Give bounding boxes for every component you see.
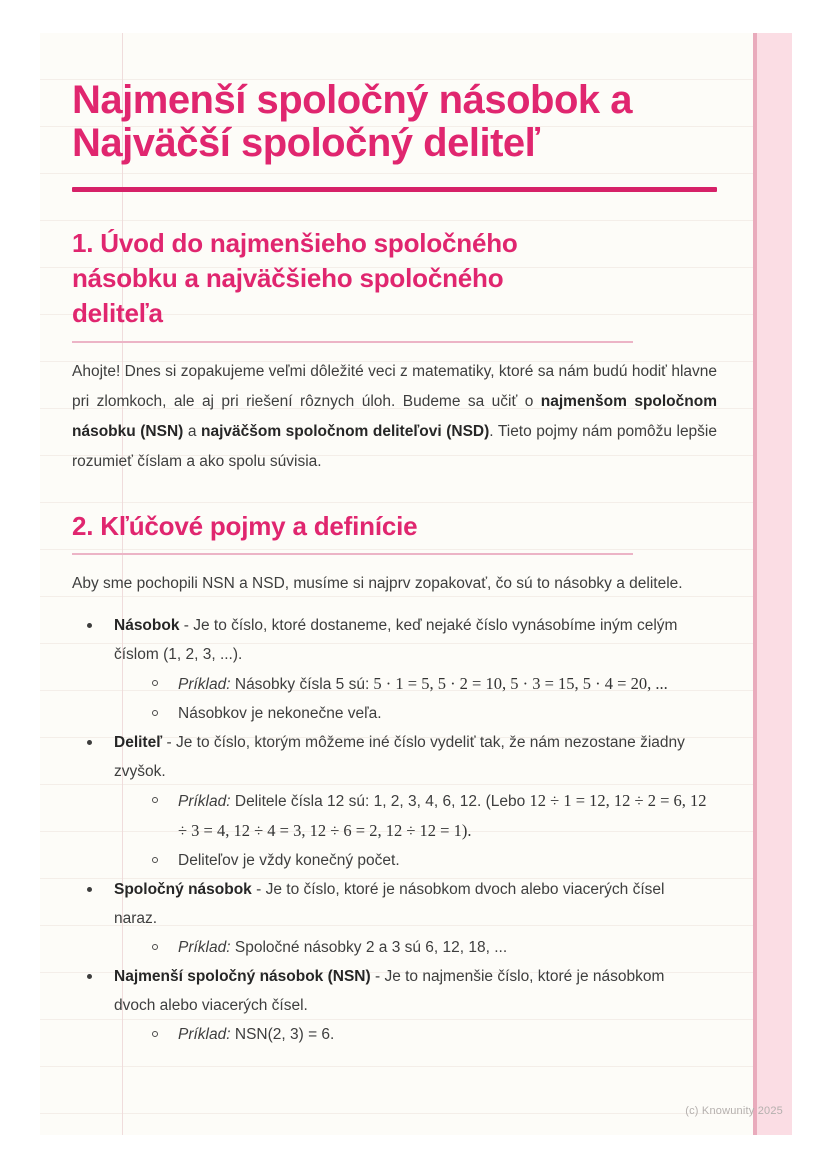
sub-item-text: Deliteľov je vždy konečný počet. xyxy=(178,852,400,869)
term-label: Deliteľ xyxy=(114,734,163,751)
section-2-heading: 2. Kľúčové pojmy a definície xyxy=(72,511,418,541)
circle-bullet-icon xyxy=(152,1031,158,1037)
sub-list-item xyxy=(178,1020,717,1049)
sub-list-item xyxy=(178,786,717,846)
section-2-divider xyxy=(72,553,633,555)
sub-list-item xyxy=(178,933,717,962)
list-item-nsn xyxy=(114,962,717,1049)
section-1-heading-line-3: deliteľa xyxy=(72,298,163,328)
circle-bullet-icon xyxy=(152,710,158,716)
section-1-heading-line-2: násobku a najväčšieho spoločného xyxy=(72,263,504,293)
section-1-heading-line-1: 1. Úvod do najmenšieho spoločného xyxy=(72,228,518,258)
sub-item-text xyxy=(178,669,717,699)
sub-list xyxy=(114,1020,717,1049)
document-card xyxy=(40,33,792,1135)
section-1-paragraph xyxy=(72,357,717,477)
list-item-nasobok xyxy=(114,611,717,728)
paragraph-text: . Tieto pojmy nám pomôžu lepšie rozumieť číslam a ako spolu súvisia. xyxy=(72,423,717,470)
document-content xyxy=(72,33,717,1049)
sub-list-item xyxy=(178,699,717,728)
bold-term-nsd: najväčšom spoločnom deliteľovi (NSD) xyxy=(201,423,490,440)
list-item-delitel xyxy=(114,728,717,875)
term-label: Spoločný násobok xyxy=(114,881,252,898)
bullet-icon xyxy=(87,740,92,745)
sub-item-text xyxy=(178,786,717,846)
circle-bullet-icon xyxy=(152,797,158,803)
term-label: Násobok xyxy=(114,617,180,634)
copyright-watermark: (c) Knowunity 2025 xyxy=(685,1105,783,1117)
section-2-paragraph: Aby sme pochopili NSN a NSD, musíme si najprv zopakovať, čo sú to násobky a delitele. xyxy=(72,575,683,592)
sub-list-item xyxy=(178,846,717,875)
circle-bullet-icon xyxy=(152,680,158,686)
bold-term-nsn: najmenšom spoločnom násobku (NSN) xyxy=(72,393,717,440)
paragraph-text: Ahojte! Dnes si zopakujeme veľmi dôležité veci z matematiky, ktoré sa nám budú hodiť hlavne pri zlomkoch, ale aj pri riešení rôznych úloh. Budeme sa učiť o xyxy=(72,363,717,410)
term-definition: - Je to číslo, ktorým môžeme iné číslo vydeliť tak, že nám nezostane žiadny zvyšok. xyxy=(114,734,685,780)
term-label: Najmenší spoločný násobok (NSN) xyxy=(114,968,371,985)
page-title-line-1: Najmenší spoločný násobok a xyxy=(72,78,632,122)
definitions-list xyxy=(72,611,717,1049)
right-pink-stripe xyxy=(753,33,792,1135)
example-text: Delitele čísla 12 sú: 1, 2, 3, 4, 6, 12. (Lebo xyxy=(230,793,530,810)
sub-item-text xyxy=(178,1020,717,1049)
page-title xyxy=(72,79,717,165)
example-label: Príklad: xyxy=(178,676,231,693)
sub-item-text: Násobkov je nekonečne veľa. xyxy=(178,705,382,722)
list-item-spolocny-nasobok xyxy=(114,875,717,962)
bullet-icon xyxy=(87,974,92,979)
term-definition: - Je to číslo, ktoré je násobkom dvoch alebo viacerých čísel naraz. xyxy=(114,881,665,927)
sub-list xyxy=(114,669,717,728)
example-text: Spoločné násobky 2 a 3 sú 6, 12, 18, ... xyxy=(230,939,508,956)
example-label: Príklad: xyxy=(178,1026,231,1043)
example-label: Príklad: xyxy=(178,939,231,956)
example-text: NSN(2, 3) = 6. xyxy=(230,1026,335,1043)
list-item-text xyxy=(114,728,709,786)
example-text: Násobky čísla 5 sú: xyxy=(230,676,370,693)
bullet-icon xyxy=(87,623,92,628)
page-title-line-2: Najväčší spoločný deliteľ xyxy=(72,121,540,165)
list-item-text xyxy=(114,962,709,1020)
list-item-text xyxy=(114,611,709,669)
bullet-icon xyxy=(87,887,92,892)
example-label: Príklad: xyxy=(178,793,231,810)
math-expression: 12 ÷ 1 = 12, 12 ÷ 2 = 6, 12 ÷ 3 = 4, 12 ÷ 4 = 3, 12 ÷ 6 = 2, 12 ÷ 12 = 1 xyxy=(178,791,707,840)
math-expression-tail: ). xyxy=(461,821,472,840)
term-definition: - Je to najmenšie číslo, ktoré je násobkom dvoch alebo viacerých čísel. xyxy=(114,968,665,1014)
list-item-text xyxy=(114,875,709,933)
section-1-divider xyxy=(72,341,633,343)
sub-item-text xyxy=(178,933,717,962)
sub-list xyxy=(114,786,717,875)
sub-list-item xyxy=(178,669,717,699)
circle-bullet-icon xyxy=(152,944,158,950)
term-definition: - Je to číslo, ktoré dostaneme, keď nejaké číslo vynásobíme iným celým číslom (1, 2, 3, ...). xyxy=(114,617,678,663)
title-divider xyxy=(72,187,717,192)
section-1-heading xyxy=(72,226,717,331)
math-expression: 5 · 1 = 5, 5 · 2 = 10, 5 · 3 = 15, 5 · 4 = 20, ... xyxy=(369,674,668,693)
paragraph-text: a xyxy=(183,423,201,440)
circle-bullet-icon xyxy=(152,857,158,863)
sub-list xyxy=(114,933,717,962)
